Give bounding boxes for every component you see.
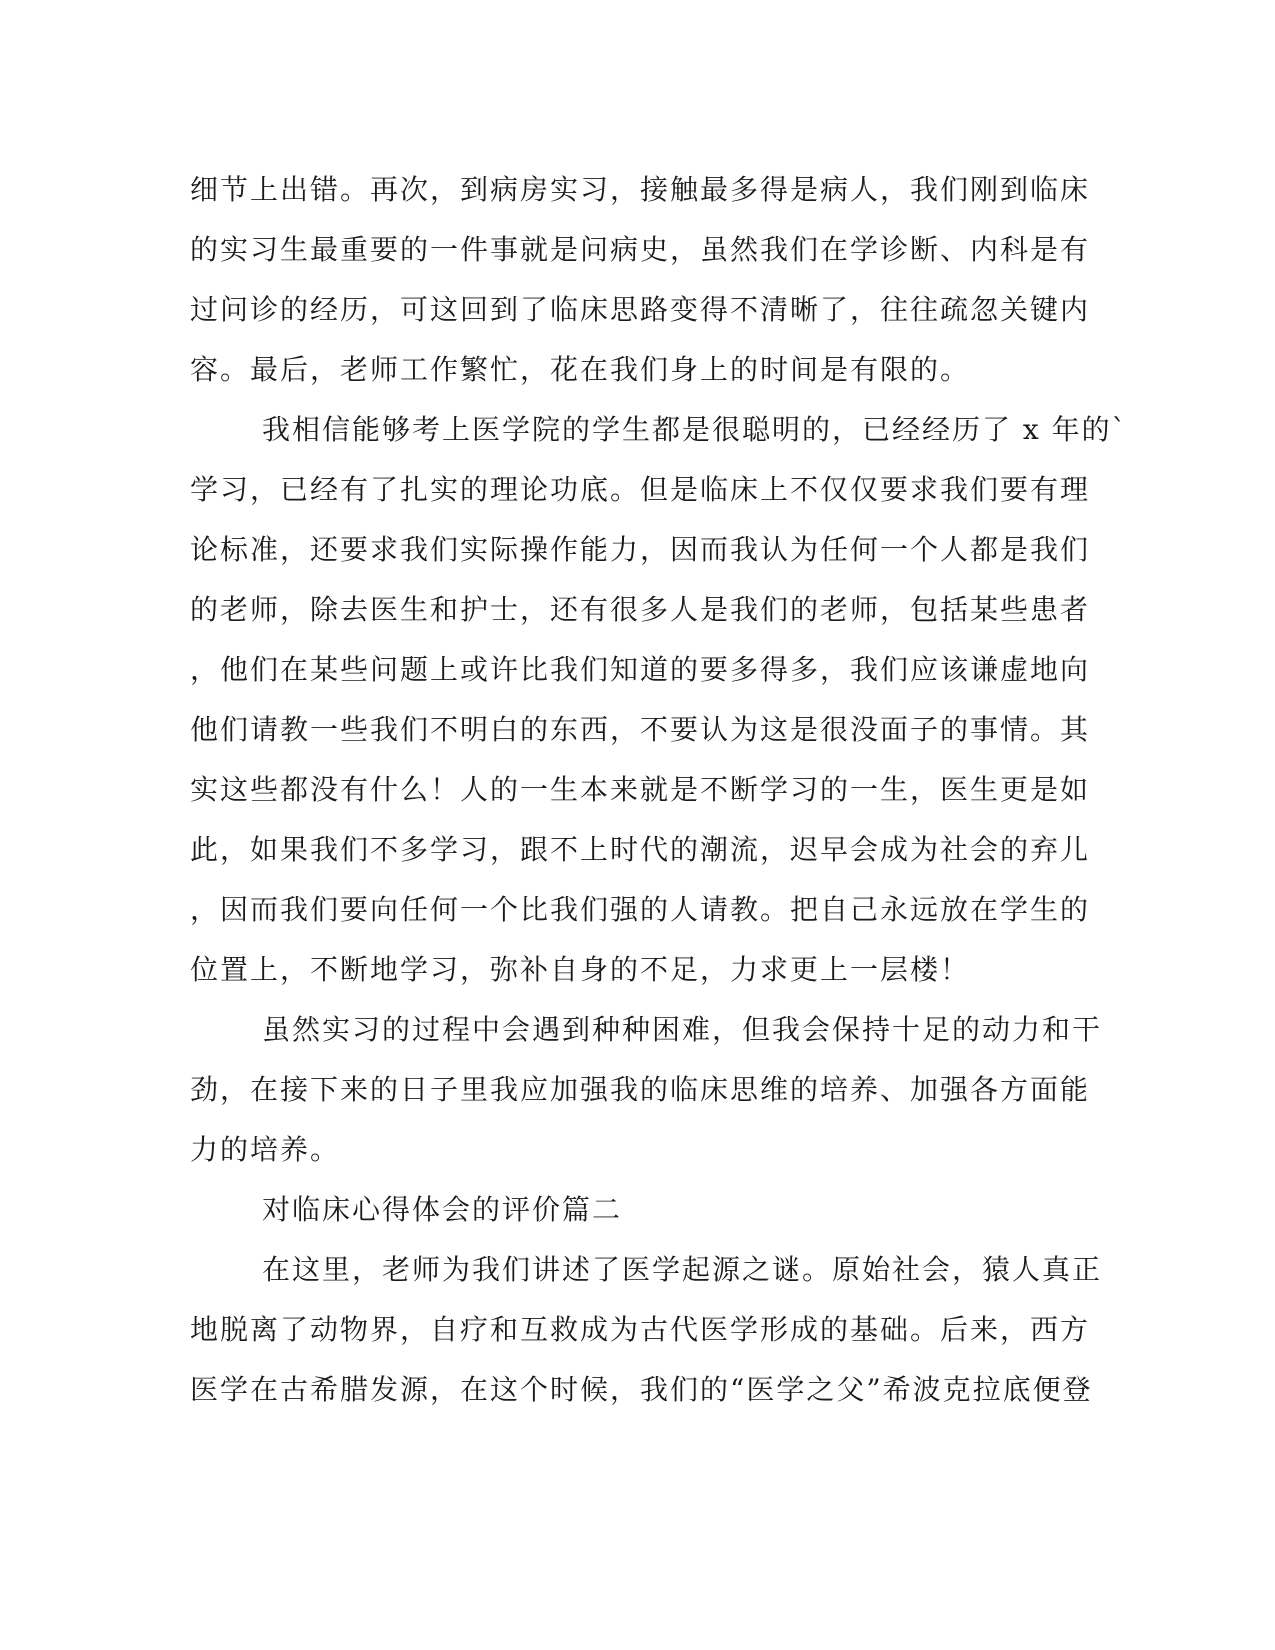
text-line: 容。最后，老师工作繁忙，花在我们身上的时间是有限的。 (190, 353, 971, 386)
text-line: 的实习生最重要的一件事就是问病史，虽然我们在学诊断、内科是有 (190, 233, 1091, 266)
paragraph-first-line: 在这里，老师为我们讲述了医学起源之谜。原始社会，猿人真正 (262, 1253, 1103, 1286)
text-line: 力的培养。 (190, 1133, 341, 1166)
text-line: 过问诊的经历，可这回到了临床思路变得不清晰了，往往疏忽关键内 (190, 293, 1091, 326)
paragraph-first-line: 我相信能够考上医学院的学生都是很聪明的，已经经历了 x 年的` (262, 413, 1128, 446)
text-line: 劲，在接下来的日子里我应加强我的临床思维的培养、加强各方面能 (190, 1073, 1091, 1106)
text-line: ，他们在某些问题上或许比我们知道的要多得多，我们应该谦虚地向 (190, 653, 1091, 686)
document-body (190, 160, 1128, 1420)
text-line: 此，如果我们不多学习，跟不上时代的潮流，迟早会成为社会的弃儿 (190, 833, 1091, 866)
text-line: 他们请教一些我们不明白的东西，不要认为这是很没面子的事情。其 (190, 713, 1091, 746)
text-line: 论标准，还要求我们实际操作能力，因而我认为任何一个人都是我们 (190, 533, 1091, 566)
section-heading: 对临床心得体会的评价篇二 (262, 1193, 623, 1226)
text-line: 学习，已经有了扎实的理论功底。但是临床上不仅仅要求我们要有理 (190, 473, 1091, 506)
text-line: 地脱离了动物界，自疗和互救成为古代医学形成的基础。后来，西方 (190, 1313, 1091, 1346)
text-line: 实这些都没有什么！人的一生本来就是不断学习的一生，医生更是如 (190, 773, 1091, 806)
text-line: 细节上出错。再次，到病房实习，接触最多得是病人，我们刚到临床 (190, 173, 1091, 206)
text-line: 医学在古希腊发源，在这个时候，我们的“医学之父”希波克拉底便登 (190, 1373, 1093, 1406)
paragraph-first-line: 虽然实习的过程中会遇到种种困难，但我会保持十足的动力和干 (262, 1013, 1103, 1046)
text-line: ，因而我们要向任何一个比我们强的人请教。把自己永远放在学生的 (190, 893, 1091, 926)
text-line: 的老师，除去医生和护士，还有很多人是我们的老师，包括某些患者 (190, 593, 1091, 626)
text-line: 位置上，不断地学习，弥补自身的不足，力求更上一层楼！ (190, 953, 971, 986)
